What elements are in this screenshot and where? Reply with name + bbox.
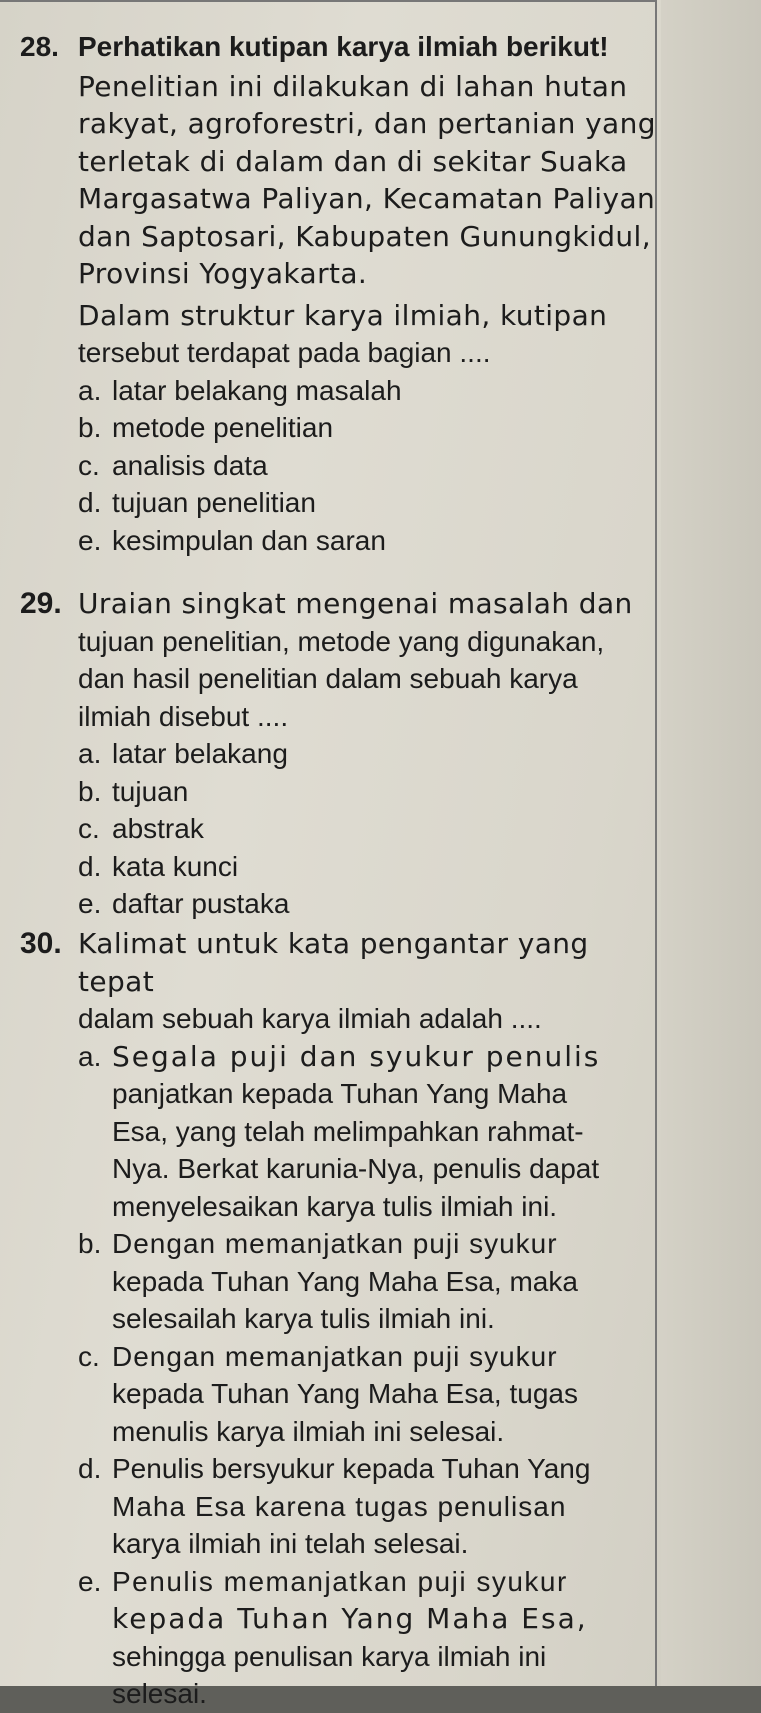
option-e[interactable] <box>78 522 660 560</box>
option-d[interactable] <box>78 484 660 522</box>
option-letter: d. <box>78 487 102 518</box>
option-letter: a. <box>78 738 102 769</box>
question-prompt <box>78 585 660 735</box>
option-text: abstrak <box>112 813 204 844</box>
quote-line: terletak di dalam dan di sekitar Suaka <box>78 144 628 178</box>
option-text <box>112 1225 660 1338</box>
option-text: daftar pustaka <box>112 888 290 919</box>
option-text: latar belakang masalah <box>112 374 402 406</box>
option-text: tujuan penelitian <box>112 487 316 518</box>
option-a[interactable] <box>78 1038 660 1226</box>
question-number: 28. <box>20 31 59 62</box>
option-letter: d. <box>78 1453 102 1484</box>
option-line: Nya. Berkat karunia-Nya, penulis dapat <box>112 1153 600 1184</box>
option-text: latar belakang <box>112 738 288 769</box>
option-line: Penulis bersyukur kepada Tuhan Yang <box>112 1453 591 1484</box>
option-text: kata kunci <box>112 850 239 882</box>
option-c[interactable] <box>78 1338 660 1451</box>
option-line: menulis karya ilmiah ini selesai. <box>112 1415 505 1447</box>
option-a[interactable] <box>78 372 660 410</box>
option-text <box>112 1038 660 1226</box>
option-line: Penulis memanjatkan puji syukur <box>112 1565 568 1597</box>
option-line: Esa, yang telah melimpahkan rahmat- <box>112 1115 584 1147</box>
question-number: 30. <box>20 927 62 960</box>
quote-line: Provinsi Yogyakarta. <box>78 257 368 290</box>
option-letter: b. <box>78 412 102 443</box>
option-text: analisis data <box>112 449 268 481</box>
quoted-passage <box>78 68 660 293</box>
question-29 <box>0 585 660 923</box>
option-d[interactable] <box>78 1450 660 1563</box>
prompt-line: tersebut terdapat pada bagian .... <box>78 337 491 368</box>
option-text <box>112 1563 660 1713</box>
option-letter: b. <box>78 775 102 807</box>
prompt-line: tujuan penelitian, metode yang digunakan, <box>78 625 605 657</box>
option-line: Dengan memanjatkan puji syukur <box>112 1340 558 1372</box>
option-letter: a. <box>78 374 102 406</box>
page-margin-shade <box>661 0 761 1686</box>
quote-line: rakyat, agroforestri, dan pertanian yang <box>78 107 656 140</box>
option-letter: b. <box>78 1228 102 1259</box>
option-line: menyelesaikan karya tulis ilmiah ini. <box>112 1190 558 1222</box>
answer-options <box>78 372 660 560</box>
option-b[interactable] <box>78 409 660 447</box>
question-prompt <box>78 925 660 1038</box>
prompt-line: dalam sebuah karya ilmiah adalah .... <box>78 1003 542 1034</box>
option-line: Maha Esa karena tugas penulisan <box>112 1490 567 1522</box>
option-line: selesai. <box>112 1678 207 1709</box>
option-letter: d. <box>78 850 102 882</box>
option-text: tujuan <box>112 775 189 807</box>
quote-line: Penelitian ini dilakukan di lahan hutan <box>78 69 628 103</box>
option-letter: c. <box>78 813 100 844</box>
prompt-line: Kalimat untuk kata pengantar yang tepat <box>78 927 589 998</box>
option-letter: c. <box>78 449 100 481</box>
option-line: Segala puji dan syukur penulis <box>112 1039 601 1073</box>
option-a[interactable] <box>78 735 660 773</box>
option-d[interactable] <box>78 848 660 886</box>
question-28 <box>0 28 660 559</box>
option-c[interactable] <box>78 447 660 485</box>
prompt-line: Uraian singkat mengenai masalah dan <box>78 587 633 620</box>
option-b[interactable] <box>78 773 660 811</box>
quote-line: Margasatwa Paliyan, Kecamatan Paliyan <box>78 182 656 215</box>
option-letter: a. <box>78 1040 102 1072</box>
option-letter: e. <box>78 524 102 556</box>
answer-options <box>78 1038 660 1713</box>
quote-line: dan Saptosari, Kabupaten Gunungkidul, <box>78 219 652 253</box>
option-line: panjatkan kepada Tuhan Yang Maha <box>112 1078 568 1109</box>
prompt-line: Dalam struktur karya ilmiah, kutipan <box>78 298 608 332</box>
answer-options <box>78 735 660 923</box>
option-letter: e. <box>78 888 102 919</box>
option-e[interactable] <box>78 1563 660 1713</box>
prompt-line: ilmiah disebut .... <box>78 700 289 732</box>
question-number: 29. <box>20 587 62 620</box>
question-30 <box>0 925 660 1713</box>
option-letter: c. <box>78 1340 100 1372</box>
prompt-line: dan hasil penelitian dalam sebuah karya <box>78 663 578 694</box>
option-line: kepada Tuhan Yang Maha Esa, <box>112 1602 588 1635</box>
option-line: karya ilmiah ini telah selesai. <box>112 1528 469 1559</box>
option-line: kepada Tuhan Yang Maha Esa, maka <box>112 1265 578 1297</box>
option-line: sehingga penulisan karya ilmiah ini <box>112 1640 547 1672</box>
question-heading: Perhatikan kutipan karya ilmiah berikut! <box>78 31 609 62</box>
option-line: kepada Tuhan Yang Maha Esa, tugas <box>112 1378 578 1409</box>
page-border-top <box>0 0 655 8</box>
option-letter: e. <box>78 1565 102 1597</box>
option-text <box>112 1450 660 1563</box>
option-text <box>112 1338 660 1451</box>
option-e[interactable] <box>78 885 660 923</box>
option-line: Dengan memanjatkan puji syukur <box>112 1228 558 1259</box>
option-line: selesailah karya tulis ilmiah ini. <box>112 1303 495 1334</box>
option-c[interactable] <box>78 810 660 848</box>
option-text: kesimpulan dan saran <box>112 524 386 556</box>
option-b[interactable] <box>78 1225 660 1338</box>
option-text: metode penelitian <box>112 412 334 443</box>
question-prompt <box>78 297 660 372</box>
